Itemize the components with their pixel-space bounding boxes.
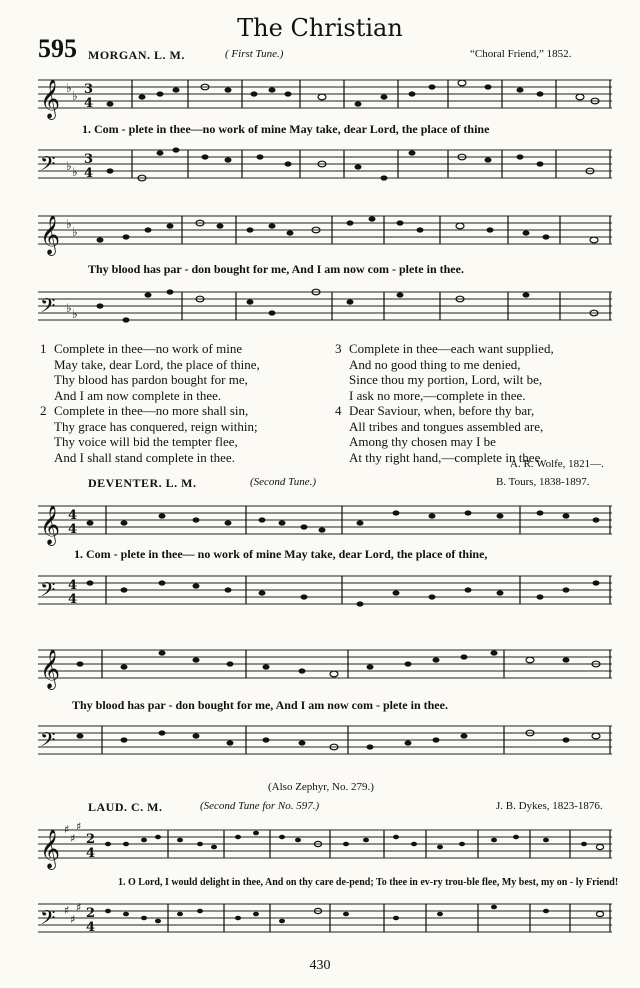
staff-lines [38, 80, 612, 108]
svg-text:♭: ♭ [66, 159, 72, 173]
stanza-column-right [335, 341, 625, 465]
stanza-column-left [40, 341, 330, 465]
treble-clef-icon: 𝄞 [40, 79, 61, 119]
tune3-system1-treble [0, 820, 640, 870]
svg-text:4: 4 [68, 578, 78, 593]
page-number: 430 [309, 958, 331, 973]
svg-text:♯: ♯ [70, 913, 76, 926]
tune1-system1-bass [0, 140, 640, 190]
tune1-name: MORGAN. L. M. [88, 48, 185, 62]
svg-text:4: 4 [68, 522, 78, 537]
tune1-lyric-line2: Thy blood has par - don bought for me, And I am now com - plete in thee. [88, 262, 464, 276]
tune2-credit: B. Tours, 1838-1897. [496, 476, 590, 488]
svg-text:𝄢: 𝄢 [40, 728, 56, 756]
tune2-system2-bass [0, 716, 640, 766]
svg-text:♭: ♭ [66, 217, 72, 231]
tune2-system1-treble [0, 496, 640, 546]
svg-text:♭: ♭ [72, 225, 78, 239]
svg-text:3: 3 [84, 152, 94, 167]
svg-text:𝄞: 𝄞 [40, 505, 61, 545]
svg-text:2: 2 [86, 832, 96, 847]
svg-text:𝄞: 𝄞 [40, 215, 61, 255]
svg-text:♭: ♭ [72, 89, 78, 103]
tune2-lyric-line2: Thy blood has par - don bought for me, And I am now com - plete in thee. [72, 698, 448, 712]
stanza-2: 2 Complete in thee—no more shall sin, Thy grace has conquered, reign within; Thy voice will bid the tempter flee, And I shall stand complete in thee. [40, 403, 258, 465]
svg-text:♭: ♭ [72, 307, 78, 321]
svg-text:4: 4 [68, 592, 78, 607]
tune2-lyric-line1: 1. Com - plete in thee— no work of mine May take, dear Lord, the place of thine, [74, 547, 488, 561]
svg-text:2: 2 [86, 906, 96, 921]
tune3-system1-bass [0, 894, 640, 944]
tune1-system2-bass [0, 282, 640, 332]
tune2-system1-bass [0, 566, 640, 616]
svg-text:𝄢: 𝄢 [40, 294, 56, 322]
tune1-lyric-line1: 1. Com - plete in thee—no work of mine May take, dear Lord, the place of thine [82, 122, 490, 136]
svg-text:♭: ♭ [72, 165, 78, 179]
tune1-credit: “Choral Friend,” 1852. [470, 48, 572, 60]
tune3-name: LAUD. C. M. [88, 800, 163, 814]
tune1-note: ( First Tune.) [225, 48, 284, 60]
svg-text:♯: ♯ [64, 823, 70, 836]
svg-text:𝄞: 𝄞 [40, 829, 61, 869]
notes [107, 80, 600, 106]
tune3-credit: J. B. Dykes, 1823-1876. [496, 800, 603, 812]
hymn-author: A. R. Wolfe, 1821—. [510, 458, 604, 470]
bass-clef-icon: 𝄢 [40, 152, 56, 180]
tune2-name: DEVENTER. L. M. [88, 476, 197, 490]
svg-text:𝄢: 𝄢 [40, 906, 56, 934]
stanza-4: 4 Dear Saviour, when, before thy bar, All tribes and tongues assembled are, Among thy chosen may I be At thy right hand,—complete in thee. [335, 403, 544, 465]
svg-text:𝄢: 𝄢 [40, 578, 56, 606]
svg-text:♯: ♯ [76, 901, 82, 914]
svg-text:♭: ♭ [66, 301, 72, 315]
tune3-lyric-line1: 1. O Lord, I would delight in thee, And on thy care de-pend; To thee in ev-ry trou-ble flee, My best, my on - ly Friend! [118, 877, 619, 888]
svg-text:𝄞: 𝄞 [40, 649, 61, 689]
tune1-system2-treble [0, 206, 640, 256]
tune3-note: (Second Tune for No. 597.) [200, 800, 320, 812]
tune1-system1-treble [0, 70, 640, 120]
hymn-number: 595 [38, 34, 77, 63]
tune2-note: (Second Tune.) [250, 476, 316, 488]
svg-text:♯: ♯ [70, 832, 76, 845]
stanza-1: 1 Complete in thee—no work of mine May take, dear Lord, the place of thine, Thy blood has pardon bought for me, And I am now complete in thee. [40, 341, 260, 403]
tune2-system2-treble [0, 640, 640, 690]
tune2-also-note: (Also Zephyr, No. 279.) [268, 781, 374, 793]
stanza-3: 3 Complete in thee—each want supplied, And no good thing to me denied, Since thou my portion, Lord, wilt be, I ask no more,—complete in thee. [335, 341, 554, 403]
svg-text:♭: ♭ [66, 81, 72, 95]
section-title: The Christian [237, 14, 403, 42]
svg-text:4: 4 [84, 96, 94, 111]
svg-text:4: 4 [86, 846, 96, 861]
svg-text:4: 4 [86, 920, 96, 935]
svg-text:♯: ♯ [76, 820, 82, 833]
svg-text:3: 3 [84, 82, 94, 97]
svg-text:♯: ♯ [64, 904, 70, 917]
svg-text:4: 4 [84, 166, 94, 181]
svg-text:4: 4 [68, 508, 78, 523]
